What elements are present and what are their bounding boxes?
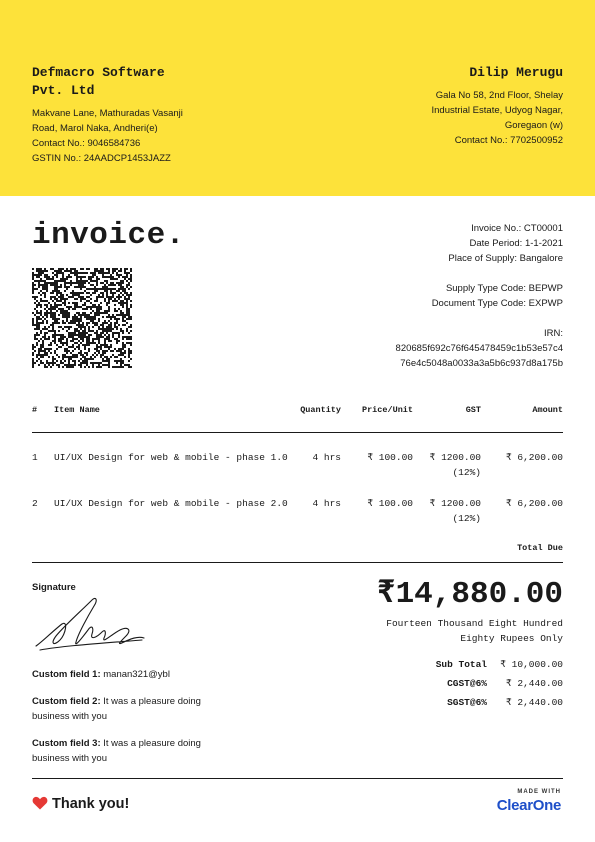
items-table-header	[32, 405, 563, 433]
qr-code-icon	[32, 268, 132, 368]
seller-name	[32, 64, 232, 100]
seller-name-line2: Pvt. Ltd	[32, 83, 95, 98]
supply-type-code: Supply Type Code: BEPWP	[445, 283, 563, 294]
row-item-name: UI/UX Design for web & mobile - phase 1.0	[54, 452, 288, 463]
custom-field-2-label: Custom field 2:	[32, 696, 101, 707]
row-number: 2	[32, 498, 38, 509]
cgst-row	[363, 676, 563, 691]
buyer-name: Dilip Merugu	[469, 65, 563, 80]
irn-label: IRN:	[544, 328, 563, 339]
cgst-label: CGST@6%	[447, 678, 487, 689]
header-item-name: Item Name	[54, 405, 100, 415]
row-gst-percent: (12%)	[452, 513, 481, 524]
row-price: ₹ 100.00	[367, 498, 413, 509]
custom-field-3	[32, 736, 202, 766]
header-price-unit: Price/Unit	[361, 405, 413, 415]
document-type-code: Document Type Code: EXPWP	[431, 298, 563, 309]
footer-divider	[32, 778, 563, 779]
sgst-value: ₹ 2,440.00	[505, 697, 563, 708]
custom-field-1	[32, 667, 202, 682]
header-amount: Amount	[532, 405, 563, 415]
row-item-name: UI/UX Design for web & mobile - phase 2.0	[54, 498, 288, 509]
heart-icon	[32, 796, 48, 810]
cgst-value: ₹ 2,440.00	[505, 678, 563, 689]
row-gst-amount: ₹ 1200.00	[429, 498, 481, 509]
row-amount: ₹ 6,200.00	[505, 498, 563, 509]
buyer-contact: Contact No.: 7702500952	[454, 135, 563, 146]
sub-total-label: Sub Total	[435, 659, 487, 670]
total-in-words: Fourteen Thousand Eight Hundred Eighty Rupees Only	[386, 618, 563, 644]
buyer-address-line2: Industrial Estate, Udyog Nagar,	[431, 105, 563, 116]
custom-field-1-label: Custom field 1:	[32, 669, 101, 680]
invoice-header-band	[0, 0, 595, 196]
table-row	[32, 450, 563, 490]
sgst-label: SGST@6%	[447, 697, 487, 708]
row-gst	[411, 450, 481, 480]
signature-icon	[32, 594, 152, 654]
made-with-label: MADE WITH	[517, 789, 561, 795]
grand-total: ₹14,880.00	[376, 577, 563, 612]
sub-total-row	[363, 657, 563, 672]
sgst-row	[363, 695, 563, 710]
custom-field-2-value: It was a pleasure doing business with you	[32, 696, 201, 722]
buyer-details	[363, 64, 563, 148]
custom-field-3-label: Custom field 3:	[32, 738, 101, 749]
invoice-number: Invoice No.: CT00001	[471, 223, 563, 234]
seller-address-line2: Road, Marol Naka, Andheri(e)	[32, 123, 158, 134]
date-period: Date Period: 1-1-2021	[469, 238, 563, 249]
seller-gstin: GSTIN No.: 24AADCP1453JAZZ	[32, 153, 171, 164]
total-due-label: Total Due	[517, 543, 563, 553]
seller-address-line1: Makvane Lane, Mathuradas Vasanji	[32, 108, 183, 119]
seller-contact: Contact No.: 9046584736	[32, 138, 141, 149]
invoice-meta	[303, 221, 563, 371]
signature-label: Signature	[32, 582, 76, 593]
buyer-address-line3: Goregaon (w)	[504, 120, 563, 131]
header-quantity: Quantity	[300, 405, 341, 415]
row-price: ₹ 100.00	[367, 452, 413, 463]
clearone-logo: ClearOne	[496, 797, 561, 814]
header-number: #	[32, 405, 38, 415]
custom-field-2	[32, 694, 202, 724]
table-row	[32, 496, 563, 536]
row-amount: ₹ 6,200.00	[505, 452, 563, 463]
divider	[32, 562, 563, 563]
row-quantity: 4 hrs	[312, 452, 341, 463]
buyer-address-line1: Gala No 58, 2nd Floor, Shelay	[435, 90, 563, 101]
seller-details	[32, 64, 232, 166]
custom-field-1-value: manan321@ybl	[100, 669, 170, 680]
row-gst-amount: ₹ 1200.00	[429, 452, 481, 463]
row-gst	[411, 496, 481, 526]
row-gst-percent: (12%)	[452, 467, 481, 478]
invoice-title: invoice.	[32, 218, 185, 253]
seller-address	[32, 106, 232, 166]
sub-total-value: ₹ 10,000.00	[500, 659, 563, 670]
thank-you-text: Thank you!	[52, 796, 130, 812]
place-of-supply: Place of Supply: Bangalore	[448, 253, 563, 264]
seller-name-line1: Defmacro Software	[32, 65, 165, 80]
header-gst: GST	[465, 405, 481, 415]
row-number: 1	[32, 452, 38, 463]
row-quantity: 4 hrs	[312, 498, 341, 509]
buyer-address	[363, 88, 563, 148]
irn-value: 820685f692c76f645478459c1b53e57c476e4c5048a0033a3a5b6c937d8a175b	[395, 343, 563, 369]
custom-field-3-value: It was a pleasure doing business with you	[32, 738, 201, 764]
